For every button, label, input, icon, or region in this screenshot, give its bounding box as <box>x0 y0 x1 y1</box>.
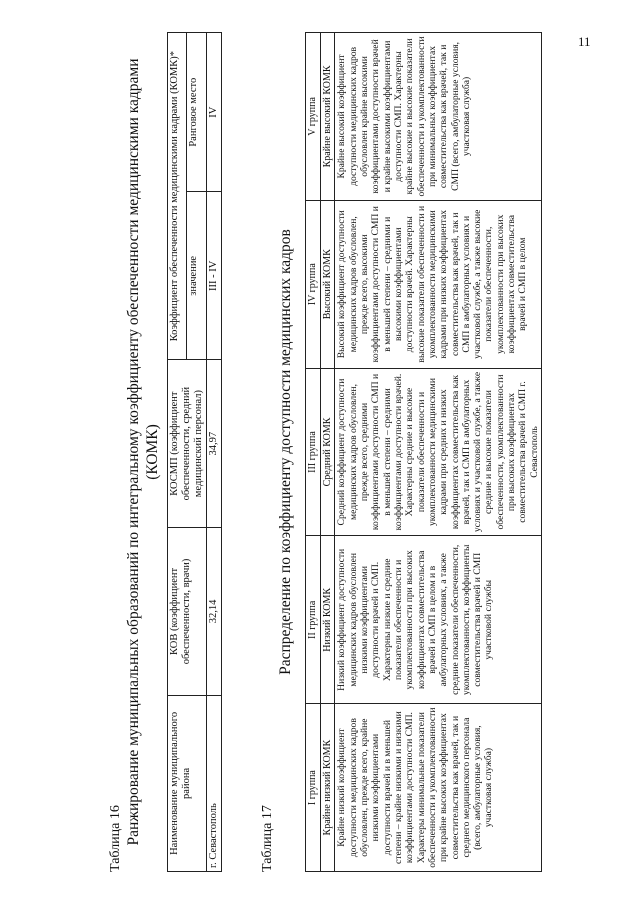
t17-description: Низкий коэффициент доступности медицинских кадров обусловлен низкими коэффициентами доступности врачей и СМП. Характерны низкие и средние показатели обеспеченности и укомплектованности при высоких коэффициентах совместительства врачей и СМП в целом и в амбулаторных условиях, а также средние показатели обеспеченности, укомплектованности, коэффициенты совместительства врачей и СМП участковой службы <box>335 536 542 704</box>
t17-description: Средний коэффициент доступности медицинских кадров обусловлен, прежде всего, средними коэффициентами доступности СМП и в меньшей степени – средними коэффициентами доступности врачей. Характерны средние и высокие показатели обеспеченности и укомплектованности медицинскими кадрами при средних и низких коэффициентах совместительства как врачей, так и СМП в амбулаторных условиях и участковой службе, а также средние и высокие показатели обеспеченности, укомплектованности при высоких коэффициентах совместительства врачей и СМП г. Севастополь <box>335 368 542 536</box>
t17-group-header: IV группа <box>306 200 321 368</box>
rotated-page-content <box>108 32 542 872</box>
t17-group-header: III группа <box>306 368 321 536</box>
t17-level: Крайне высокий КОМК <box>320 33 335 201</box>
table-row <box>206 33 221 872</box>
table-row <box>335 33 542 872</box>
t16-subheader-value: значение <box>187 192 207 360</box>
t17-group-header: II группа <box>306 536 321 704</box>
t17-level: Низкий КОМК <box>320 536 335 704</box>
t16-header-kosmp: КОСМП (коэффициент обеспеченности, средний медицинский персонал) <box>167 360 206 528</box>
t17-group-header: I группа <box>306 704 321 872</box>
table-17-title: Распределение по коэффициенту доступности медицинских кадров <box>277 229 294 675</box>
page-number: 11 <box>578 34 591 49</box>
t16-cell-kov: 32,14 <box>206 528 221 696</box>
t17-level: Крайне низкий КОМК <box>320 704 335 872</box>
table-16-title: Ранжирование муниципальных образований по интегральному коэффициенту обеспеченности медицинскими кадрами (КОМК) <box>125 58 162 846</box>
t16-cell-name: г. Севастополь <box>206 695 221 871</box>
t16-header-komk: Коэффициент обеспеченности медицинскими кадрами (КОМК)* <box>167 33 187 360</box>
t16-cell-rank: IV <box>206 33 221 192</box>
table-16 <box>167 32 222 872</box>
t17-level: Высокий КОМК <box>320 200 335 368</box>
t17-description: Крайне высокий коэффициент доступности медицинских кадров обусловлен крайне высокими коэффициентами доступности врачей и крайне высокими коэффициентами доступности СМП. Характерны крайне высокие и высокие показатели обеспеченности и укомплектованности при минимальных коэффициентах совместительства как врачей, так и СМП (всего, амбулаторные условия, участковая служба) <box>335 33 542 201</box>
table-17-label: Таблица 17 <box>260 805 275 872</box>
t16-cell-value: III - IV <box>206 192 221 360</box>
t17-level: Средний КОМК <box>320 368 335 536</box>
t16-subheader-rank: Ранговое место <box>187 33 207 192</box>
t17-group-header: V группа <box>306 33 321 201</box>
table-17 <box>305 32 542 872</box>
t16-header-kov: КОВ (коэффициент обеспеченности, врачи) <box>167 528 206 696</box>
t17-description: Высокий коэффициент доступности медицинских кадров обусловлен, прежде всего, высокими коэффициентами доступности СМП и в меньшей степени – средними и высокими коэффициентами доступности врачей. Характерны высокие показатели обеспеченности и укомплектованности медицинскими кадрами при низких коэффициентах совместительства как врачей, так и СМП в амбулаторных условиях и участковой службе, а также высокие показатели обеспеченности, укомплектованности при высоких коэффициентах совместительства врачей и СМП в целом <box>335 200 542 368</box>
table-16-label: Таблица 16 <box>108 805 123 872</box>
t16-cell-kosmp: 34,97 <box>206 360 221 528</box>
t17-description: Крайне низкий коэффициент доступности медицинских кадров обусловлен, прежде всего, крайне низкими коэффициентами доступности врачей и в меньшей степени – крайне низкими и низкими коэффициентами доступности СМП. Характеры минимальные показатели обеспеченности и укомплектованности при крайне высоких коэффициентах совместительства как врачей, так и среднего медицинского персонала (всего, амбулаторные условия, участковая служба) <box>335 704 542 872</box>
t16-header-name: Наименование муниципального района <box>167 695 206 871</box>
